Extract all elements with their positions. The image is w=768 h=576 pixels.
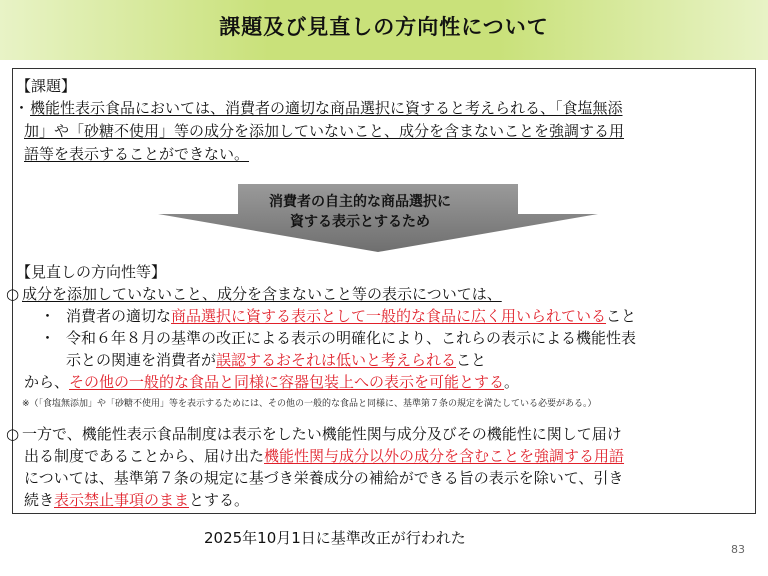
p2-line-2: 出る制度であることから、届け出た機能性関与成分以外の成分を含むことを強調する用語 [24, 447, 625, 465]
p1-line-2: 消費者の適切な商品選択に資する表示として一般的な食品に広く用いられていること [66, 307, 637, 325]
footer-note: 2025年10月1日に基準改正が行われた [204, 529, 466, 547]
p1-bullet-2: ・ [40, 329, 56, 347]
p1-line-1: 成分を添加していないこと、成分を含まないこと等の表示については、 [22, 285, 502, 303]
issue-line-2: 加」や「砂糖不使用」等の成分を添加していないこと、成分を含まないことを強調する用 [24, 122, 625, 140]
p2-line-4: 続き表示禁止事項のままとする。 [24, 491, 250, 509]
p1-line-3: 令和６年８月の基準の改正による表示の明確化により、これらの表示による機能性表 [66, 329, 637, 347]
page-number: 83 [731, 543, 745, 556]
p2-line-1: 一方で、機能性表示食品制度は表示をしたい機能性関与成分及びその機能性に関して届け [22, 425, 622, 443]
arrow-label-2: 資する表示とするため [290, 214, 430, 230]
p1-marker: ○ [6, 285, 20, 303]
p1-line-5: から、その他の一般的な食品と同様に容器包装上への表示を可能とする。 [24, 373, 520, 391]
issue-heading: 【課題】 [16, 77, 77, 95]
direction-heading: 【見直しの方向性等】 [16, 263, 167, 281]
p1-bullet-1: ・ [40, 307, 56, 325]
issue-bullet: ・ [14, 99, 30, 117]
p2-line-3: については、基準第７条の規定に基づき栄養成分の補給ができる旨の表示を除いて、引き [24, 469, 624, 487]
p1-line-4: 示との関連を消費者が誤認するおそれは低いと考えられること [66, 351, 487, 369]
arrow-label-1: 消費者の自主的な商品選択に [269, 194, 451, 210]
issue-line-1: 機能性表示食品においては、消費者の適切な商品選択に資すると考えられる、「食塩無添 [30, 99, 623, 117]
page-title: 課題及び見直しの方向性について [219, 15, 549, 39]
note-text: ※（「食塩無添加」や「砂糖不使用」等を表示するためには、その他の一般的な食品と同様に、基準第７条の規定を満たしている必要がある。） [22, 399, 597, 409]
issue-line-3: 語等を表示することができない。 [24, 145, 250, 163]
p2-marker: ○ [6, 425, 20, 443]
